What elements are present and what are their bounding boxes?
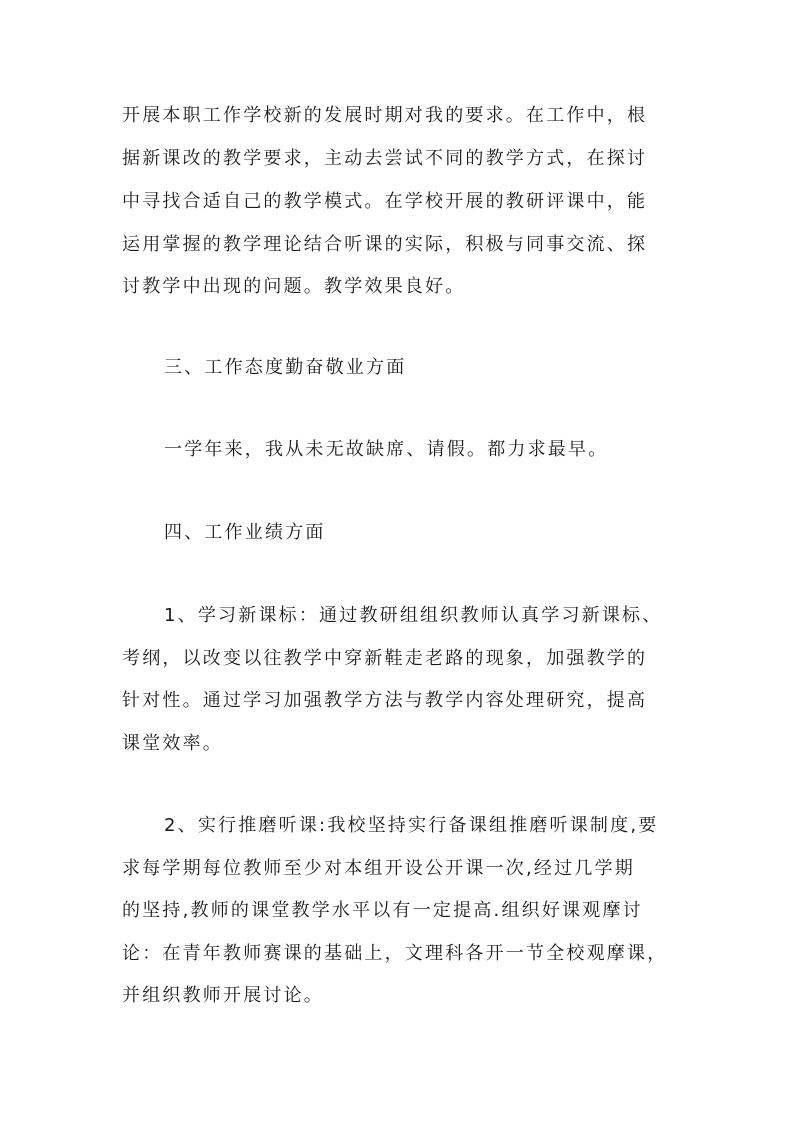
section-heading-4: 四、工作业绩方面 <box>164 522 326 543</box>
section-heading-3: 三、工作态度勤奋敬业方面 <box>164 357 407 378</box>
item-1-line-3: 针对性。通过学习加强教学方法与教学内容处理研究，提高 <box>122 690 648 711</box>
item-2-line-3: 的坚持,教师的课堂教学水平以有一定提高.组织好课观摩讨 <box>122 900 643 921</box>
paragraph-attendance: 一学年来，我从未无故缺席、请假。都力求最早。 <box>164 439 609 460</box>
item-1-line-1: 1、学习新课标：通过教研组组织教师认真学习新课标、 <box>164 605 663 626</box>
paragraph-1-line-2: 据新课改的教学要求，主动去尝试不同的教学方式，在探讨 <box>122 148 648 169</box>
item-2-line-2: 求每学期每位教师至少对本组开设公开课一次,经过几学期 <box>122 858 635 879</box>
paragraph-1-line-1: 开展本职工作学校新的发展时期对我的要求。在工作中，根 <box>122 105 648 126</box>
item-1-line-4: 课堂效率。 <box>122 733 223 754</box>
paragraph-1-line-3: 中寻找合适自己的教学模式。在学校开展的教研评课中，能 <box>122 191 648 212</box>
item-2-line-4: 论：在青年教师赛课的基础上，文理科各开一节全校观摩课， <box>122 943 668 964</box>
paragraph-1-line-5: 讨教学中出现的问题。教学效果良好。 <box>122 276 466 297</box>
item-2-line-5: 并组织教师开展讨论。 <box>122 985 324 1006</box>
paragraph-1-line-4: 运用掌握的教学理论结合听课的实际，积极与同事交流、探 <box>122 234 648 255</box>
item-1-line-2: 考纲，以改变以往教学中穿新鞋走老路的现象，加强教学的 <box>122 648 648 669</box>
item-2-line-1: 2、实行推磨听课:我校坚持实行备课组推磨听课制度,要 <box>164 815 659 836</box>
